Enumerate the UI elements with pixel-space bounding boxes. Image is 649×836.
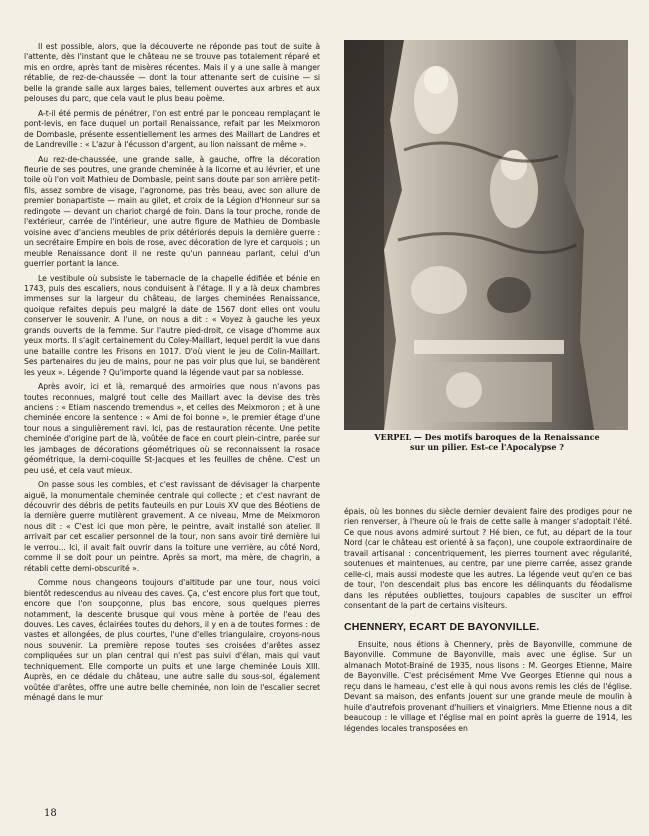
paragraph: épais, où les bonnes du siècle dernier devaient faire des prodiges pour ne rien renverser, à l'heure où le frais de cette salle à manger s'adoptait l'été. Ce que nous avons admiré surtout ? Hé bien, ce fut, au départ de la tour Nord (car le château est orienté à sa façon), une coupole extraordinaire de travail artisanal : concentriquement, les pierres tournent avec régularité, soutenues et maintenues, au centre, par une pierre carrée, assez grande celle-ci, mais aussi modeste que les autres. La légende veut qu'en ce bas de tour, l'on descendait plus bas encore les délinquants du féodalisme dans les réputées oubliettes, toujours capables de susciter un effroi consentant de la part de certains visiteurs. [344,507,632,611]
section-title: CHENNERY, ECART DE BAYONVILLE. [344,620,540,633]
photo-carved-pillar [344,40,628,430]
pillar-illustration [344,40,628,430]
photo-caption [352,432,622,452]
paragraph: A-t-il été permis de pénétrer, l'on est entré par le ponceau remplaçant le pont-levis, en face duquel un portail Renaissance, refait par les Meixmoron de Dombasle, présente essentiellement les armes des Maillart de Landres et de Landreville : « L'azur à l'écusson d'argent, au lion naissant de même ». [24,108,320,150]
paragraph: Le vestibule où subsiste le tabernacle de la chapelle édifiée et bénie en 1743, puis des escaliers, nous conduisent à l'étage. Il y a là deux chambres immenses sur la largeur du château, de larges cheminées Renaissance, quoique refaites depuis peu malgré la date de 1567 dont elles ont voulu conserver le souvenir. A l'une, on nous a dit : « Voyez à gauche les yeux grands ouverts de la femme. Sur l'autre pied-droit, ce visage d'homme aux yeux morts. Il s'agit certainement du Coley-Maillart, lequel perdit la vue dans une bataille contre les Frisons en 1017. D'où vient le jeu de Colin-Maillart. Ses partenaires du jeu de mains, pour ne pas voir plus que lui, se bandèrent les yeux ». Légende ? Qu'importe quand la légende vaut par sa noblesse. [24,273,320,377]
page-number: 18 [44,808,57,819]
paragraph: Ensuite, nous étions à Chennery, près de Bayonville, commune de Bayonville. Commune de Bayonville, mais avec une église. Sur un almanach Motot-Brainé de 1935, nous lisons : M. Georges Etienne, Maire de Bayonville. C'est précisément Mme Vve Georges Etienne qui nous a reçu dans le hameau, c'est elle à qui nous avons remis les clés de l'église. Devant sa maison, des enfants jouent sur une grande meule de moulin à huile d'autrefois provenant d'huiliers et vinaigriers. Mme Etienne nous a dit beaucoup : le village et l'église mal en point après la guerre de 1914, les légendes locales transposées en [344,639,632,733]
paragraph: Après avoir, ici et là, remarqué des armoiries que nous n'avons pas toutes reconnues, malgré tout celle des Maillart avec la devise des très anciens : « Etiam nascendo tremendus », et celles des Meixmoron ; et à une cheminée encore la sentence : « Ami de foi bonne », le premier étage d'une tour nous a singulièrement ravi. Ici, pas de restauration récente. Une petite cheminée d'origine part de là, voûtée de face en court plein-cintre, parée sur les jambages de décorations géométriques où se reconnaissent la rosace géométrique, la demi-coquille St-Jacques et les feuilles de chêne. C'est un peu usé, et cela vaut mieux. [24,382,320,475]
caption-line: sur un pilier. Est-ce l'Apocalypse ? [410,442,564,452]
caption-line: VERPEL — Des motifs baroques de la Renaissance [374,432,600,442]
paragraph: On passe sous les combles, et c'est ravissant de dévisager la charpente aiguë, la monumentale cheminée centrale qui collecte ; et c'est navrant de découvrir des débris de petits fauteuils en pur Louis XV que des Béotiens de la dernière guerre mutilèrent gravement. A ce niveau, Mme de Meixmoron nous dit : « C'est ici que mon père, le peintre, avait installé son atelier. Il arrivait par cet escalier personnel de la tour, non sans avoir tiré dernière lui le verrou... Ici, il avait fait ouvrir dans la toiture une verrière, au côté Nord, comme il se doit pour un peintre. Après sa mort, ma mère, de chagrin, a rétabli cette demi-obscurité ». [24,480,320,573]
paragraph: Au rez-de-chaussée, une grande salle, à gauche, offre la décoration fleurie de ses poutres, une grande cheminée à la licorne et au lévrier, et une toile où l'on voit Mathieu de Dombasle, peint sans doute par son arrière petit-fils, assez sombre de visage, l'agronome, pas très beau, avec son allure de premier bonapartiste — main au gilet, et croix de la Légion d'Honneur sur sa redingote — devant un chariot chargé de foin. Dans la tour proche, ronde de l'extérieur, carrée de l'intérieur, une autre figure de Mathieu de Dombasle voisine avec d'anciens meubles de prix détériorés depuis la dernière guerre : un secrétaire Empire en bois de rose, avec décoration de lyre et carquois ; un meuble Renaissance dont il ne reste qu'un panneau parlant, celui d'un guerrier portant la lance. [24,154,320,269]
right-column [344,507,632,738]
left-column [24,42,320,708]
paragraph: Comme nous changeons toujours d'altitude par une tour, nous voici bientôt redescendus au niveau des caves. Ça, c'est encore plus fort que tout, encore que l'on soupçonne, plus bas encore, sous quelques pierres notamment, la descente brusque qui vous mène à portée de l'eau des douves. Les caves, éclairées toutes du dehors, il y en a de toutes formes : de vastes et allongées, de plus courtes, l'une d'elles triangulaire, croyons-nous nous souvenir. La première repose toutes ses croisées d'arêtes assez compliquées sur un plan central qui n'est pas suivi d'élan, mais qui vaut techniquement. Elle comporte un puits et une large cheminée Louis XIII. Auprès, en ce dédale du château, une autre salle du sous-sol, également voûtée d'arêtes, offre une autre belle cheminée, non loin de l'escalier secret ménagé dans le mur [24,578,320,703]
paragraph: Il est possible, alors, que la découverte ne réponde pas tout de suite à l'attente, dès l'instant que le château ne se trouve pas totalement réparé et mis en ordre, après tant de misères récentes. Mais il y a une salle à manger rétablie, de rez-de-chaussée — dont la tour attenante sert de cuisine — si belle la grande salle aux larges baies, tellement ouvertes aux arbres et aux pelouses du parc, que cela vaut le plus beau poème. [24,42,320,104]
